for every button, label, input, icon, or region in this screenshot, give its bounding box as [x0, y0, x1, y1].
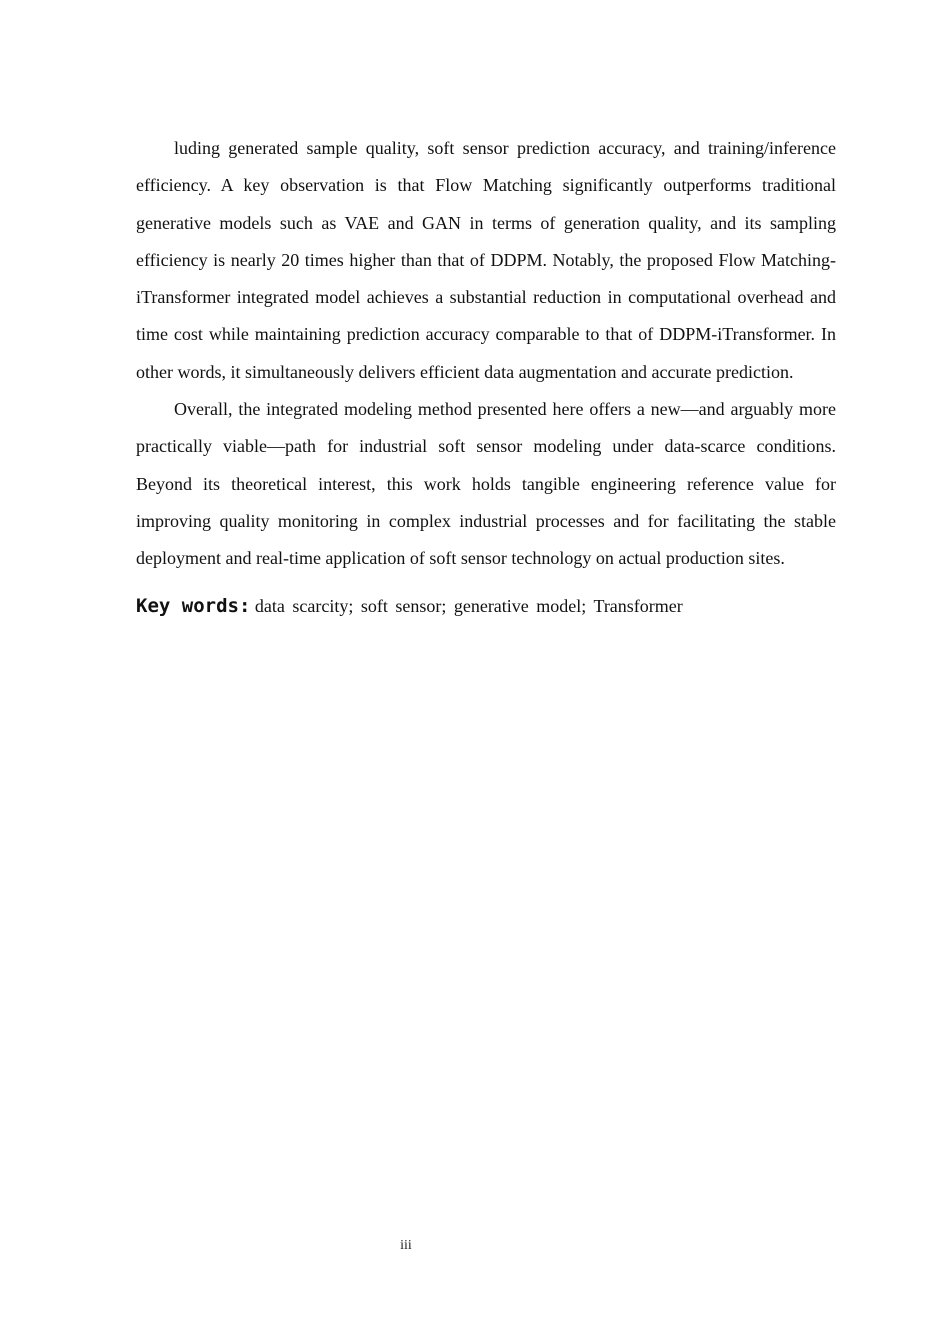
- abstract-body: [136, 130, 836, 625]
- abstract-paragraph-1: luding generated sample quality, soft sensor prediction accuracy, and training/inference efficiency. A key observation is that Flow Matching significantly outperforms traditional generative models such as VAE and GAN in terms of generation quality, and its sampling efficiency is nearly 20 times higher than that of DDPM. Notably, the proposed Flow Matching-iTransformer integrated model achieves a substantial reduction in computational overhead and time cost while maintaining prediction accuracy comparable to that of DDPM-iTransformer. In other words, it simultaneously delivers efficient data augmentation and accurate prediction.: [136, 138, 836, 382]
- keywords-line: [136, 588, 836, 625]
- keywords-label: Key words:: [136, 594, 251, 617]
- page-number: iii: [400, 1238, 412, 1253]
- abstract-paragraph-2: Overall, the integrated modeling method presented here offers a new—and arguably more practically viable—path for industrial soft sensor modeling under data-scarce conditions. Beyond its theoretical interest, this work holds tangible engineering reference value for improving quality monitoring in complex industrial processes and for facilitating the stable deployment and real-time application of soft sensor technology on actual production sites.: [136, 399, 836, 569]
- keywords-values: data scarcity; soft sensor; generative model; Transformer: [254, 595, 683, 616]
